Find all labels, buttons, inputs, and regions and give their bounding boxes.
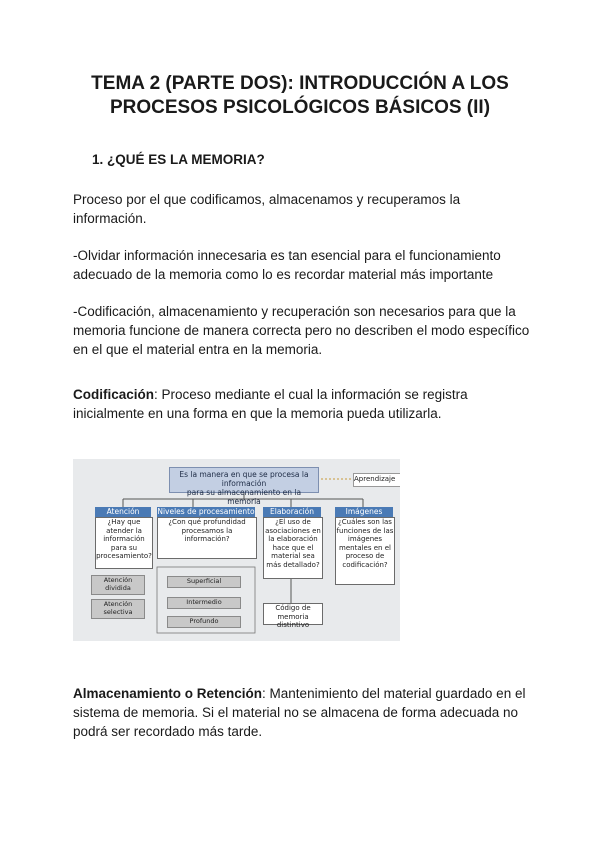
box-elaboracion: ¿El uso de asociaciones en la elaboración hace que el material sea más detallado? [263, 517, 323, 579]
header-niveles: Niveles de procesamiento [157, 507, 255, 516]
box-atencion-dividida: Atención dividida [91, 575, 145, 595]
codification-diagram [73, 459, 400, 641]
term-almacenamiento: Almacenamiento o Retención [73, 686, 263, 701]
tag-aprendizaje-label: Aprendizaje [354, 475, 396, 483]
box-intermedio: Intermedio [167, 597, 241, 609]
box-imagenes: ¿Cuáles son las funciones de las imágenes mentales en el proceso de codificación? [335, 517, 395, 585]
paragraph-definition: Proceso por el que codificamos, almacenamos y recuperamos la información. [73, 192, 461, 226]
title-line-1: TEMA 2 (PARTE DOS): INTRODUCCIÓN A LOS [91, 73, 509, 94]
page-title [40, 72, 560, 120]
header-atencion: Atención [95, 507, 151, 517]
paragraph-forgetting: -Olvidar información innecesaria es tan esencial para el funcionamiento adecuado de la memoria como lo es recordar material más importante [73, 248, 501, 282]
box-superficial: Superficial [167, 576, 241, 588]
box-atencion-selectiva: Atención selectiva [91, 599, 145, 619]
diagram-top-line-1: Es la manera en que se procesa la información [179, 470, 309, 488]
paragraph-stages: -Codificación, almacenamiento y recuperación son necesarios para que la memoria funcione de manera correcta pero no describen el modo específico en el que el material entra en la memoria. [73, 304, 530, 357]
diagram-top-line-2: para su almacenamiento en la memoria [186, 488, 302, 506]
header-imagenes: Imágenes [335, 507, 393, 517]
section-heading: 1. ¿QUÉ ES LA MEMORIA? [92, 152, 265, 167]
box-profundo: Profundo [167, 616, 241, 628]
title-line-2: PROCESOS PSICOLÓGICOS BÁSICOS (II) [109, 97, 491, 118]
paragraph-almacenamiento [73, 684, 533, 741]
definition-almacenamiento: : Mantenimiento del material guardado en el sistema de memoria. Si el material no se almacena de forma adecuada no podrá ser recordado más tarde. [73, 686, 526, 739]
box-codigo-memoria: Código de memoria distintivo [263, 603, 323, 625]
tag-aprendizaje [353, 473, 400, 487]
box-atencion: ¿Hay que atender la información para su procesamiento? [95, 517, 153, 569]
definition-codificacion: : Proceso mediante el cual la información se registra inicialmente en una forma en que la memoria pueda utilizarla. [73, 387, 468, 421]
diagram-top-box [169, 467, 319, 506]
term-codificacion: Codificación [73, 387, 155, 402]
box-niveles: ¿Con qué profundidad procesamos la información? [157, 517, 257, 559]
paragraph-codificacion [73, 385, 533, 423]
header-elaboracion: Elaboración [263, 507, 321, 517]
